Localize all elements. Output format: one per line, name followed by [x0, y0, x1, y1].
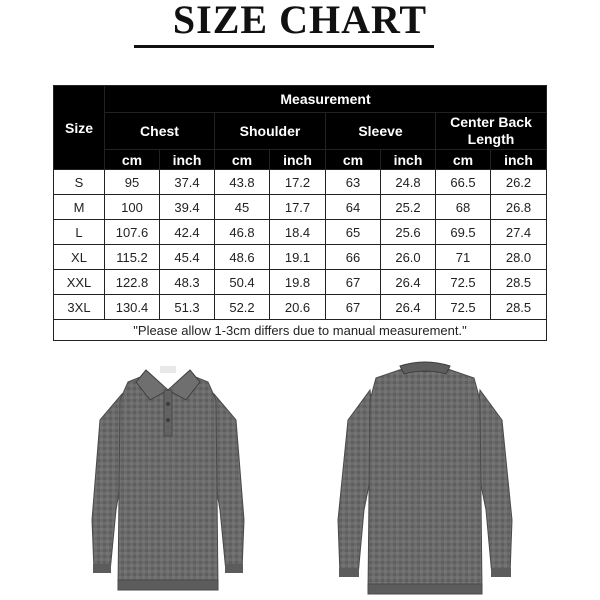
size-cell: 3XL: [54, 295, 105, 320]
measurement-header: Measurement: [105, 86, 547, 113]
value-cell: 68: [436, 195, 491, 220]
value-cell: 26.0: [381, 245, 436, 270]
value-cell: 50.4: [215, 270, 270, 295]
title-underline: [134, 45, 434, 48]
value-cell: 66: [326, 245, 381, 270]
header-row-measurement: [54, 86, 547, 113]
polo-sweater-back-image: [330, 360, 520, 600]
value-cell: 52.2: [215, 295, 270, 320]
value-cell: 26.2: [491, 170, 547, 195]
value-cell: 69.5: [436, 220, 491, 245]
value-cell: 95: [105, 170, 160, 195]
value-cell: 45.4: [160, 245, 215, 270]
value-cell: 25.6: [381, 220, 436, 245]
value-cell: 64: [326, 195, 381, 220]
unit-header: cm: [326, 150, 381, 170]
value-cell: 66.5: [436, 170, 491, 195]
size-cell: L: [54, 220, 105, 245]
table-row: [54, 245, 547, 270]
size-cell: M: [54, 195, 105, 220]
value-cell: 17.2: [270, 170, 326, 195]
table-row: [54, 170, 547, 195]
unit-header: inch: [491, 150, 547, 170]
value-cell: 65: [326, 220, 381, 245]
value-cell: 115.2: [105, 245, 160, 270]
group-header-shoulder: Shoulder: [215, 113, 326, 150]
chart-title: SIZE CHART: [172, 0, 428, 42]
value-cell: 24.8: [381, 170, 436, 195]
value-cell: 43.8: [215, 170, 270, 195]
table-row: [54, 220, 547, 245]
value-cell: 130.4: [105, 295, 160, 320]
unit-header: inch: [160, 150, 215, 170]
value-cell: 46.8: [215, 220, 270, 245]
value-cell: 17.7: [270, 195, 326, 220]
value-cell: 71: [436, 245, 491, 270]
table-row: [54, 270, 547, 295]
value-cell: 39.4: [160, 195, 215, 220]
size-cell: XXL: [54, 270, 105, 295]
value-cell: 26.8: [491, 195, 547, 220]
header-row-groups: [54, 113, 547, 150]
value-cell: 72.5: [436, 270, 491, 295]
value-cell: 28.0: [491, 245, 547, 270]
value-cell: 63: [326, 170, 381, 195]
note-row: [54, 320, 547, 341]
unit-header: cm: [215, 150, 270, 170]
value-cell: 28.5: [491, 295, 547, 320]
value-cell: 100: [105, 195, 160, 220]
size-table: [53, 85, 547, 341]
value-cell: 107.6: [105, 220, 160, 245]
value-cell: 27.4: [491, 220, 547, 245]
size-cell: XL: [54, 245, 105, 270]
value-cell: 72.5: [436, 295, 491, 320]
unit-header: cm: [105, 150, 160, 170]
value-cell: 18.4: [270, 220, 326, 245]
value-cell: 20.6: [270, 295, 326, 320]
value-cell: 19.1: [270, 245, 326, 270]
table-row: [54, 295, 547, 320]
group-header-sleeve: Sleeve: [326, 113, 436, 150]
value-cell: 25.2: [381, 195, 436, 220]
header-row-units: [54, 150, 547, 170]
polo-sweater-front-image: [88, 360, 248, 600]
value-cell: 28.5: [491, 270, 547, 295]
group-header-center-back-length: Center Back Length: [436, 113, 547, 150]
measurement-note: "Please allow 1-3cm differs due to manual measurement.": [54, 320, 547, 341]
value-cell: 67: [326, 270, 381, 295]
value-cell: 48.6: [215, 245, 270, 270]
value-cell: 48.3: [160, 270, 215, 295]
value-cell: 37.4: [160, 170, 215, 195]
size-column-header: Size: [54, 86, 105, 170]
value-cell: 45: [215, 195, 270, 220]
value-cell: 122.8: [105, 270, 160, 295]
unit-header: inch: [381, 150, 436, 170]
value-cell: 51.3: [160, 295, 215, 320]
unit-header: inch: [270, 150, 326, 170]
value-cell: 19.8: [270, 270, 326, 295]
value-cell: 26.4: [381, 270, 436, 295]
value-cell: 42.4: [160, 220, 215, 245]
unit-header: cm: [436, 150, 491, 170]
value-cell: 26.4: [381, 295, 436, 320]
size-cell: S: [54, 170, 105, 195]
value-cell: 67: [326, 295, 381, 320]
table-row: [54, 195, 547, 220]
group-header-chest: Chest: [105, 113, 215, 150]
